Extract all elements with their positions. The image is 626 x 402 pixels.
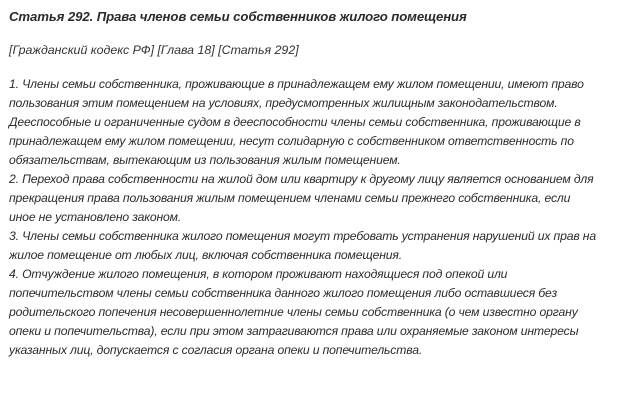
body-line: родительского попечения несовершеннолетние члены семьи собственника (о чем известно органу bbox=[9, 305, 578, 319]
article-body bbox=[9, 75, 621, 360]
body-line: 1. Члены семьи собственника, проживающие в принадлежащем ему жилом помещении, имеют право bbox=[9, 77, 584, 91]
source-reference: [Гражданский кодекс РФ] [Глава 18] [Статья 292] bbox=[9, 43, 299, 57]
body-line: Дееспособные и ограниченные судом в дееспособности члены семьи собственника, проживающие в bbox=[9, 115, 581, 129]
body-line: иное не установлено законом. bbox=[9, 210, 182, 224]
body-line: 3. Члены семьи собственника жилого помещения могут требовать устранения нарушений их прав на bbox=[9, 229, 596, 243]
body-line: попечительством члены семьи собственника данного жилого помещения либо оставшиеся без bbox=[9, 286, 558, 300]
body-line: указанных лиц, допускается с согласия органа опеки и попечительства. bbox=[9, 343, 423, 357]
body-line: 2. Переход права собственности на жилой дом или квартиру к другому лицу является основанием для bbox=[9, 172, 594, 186]
body-line: прекращения права пользования жилым помещением членами семьи прежнего собственника, если bbox=[9, 191, 571, 205]
body-line: обязательствам, вытекающим из пользования жилым помещением. bbox=[9, 153, 401, 167]
body-line: принадлежащем ему жилом помещении, несут солидарную с собственником ответственность по bbox=[9, 134, 574, 148]
body-line: опеки и попечительства), если при этом затрагиваются права или охраняемые законом интересы bbox=[9, 324, 579, 338]
document-page bbox=[9, 8, 621, 360]
article-title: Статья 292. Права членов семьи собственников жилого помещения bbox=[9, 9, 467, 24]
body-line: пользования этим помещением на условиях, предусмотренных жилищным законодательством. bbox=[9, 96, 558, 110]
body-line: 4. Отчуждение жилого помещения, в котором проживают находящиеся под опекой или bbox=[9, 267, 508, 281]
body-line: жилое помещение от любых лиц, включая собственника помещения. bbox=[9, 248, 402, 262]
